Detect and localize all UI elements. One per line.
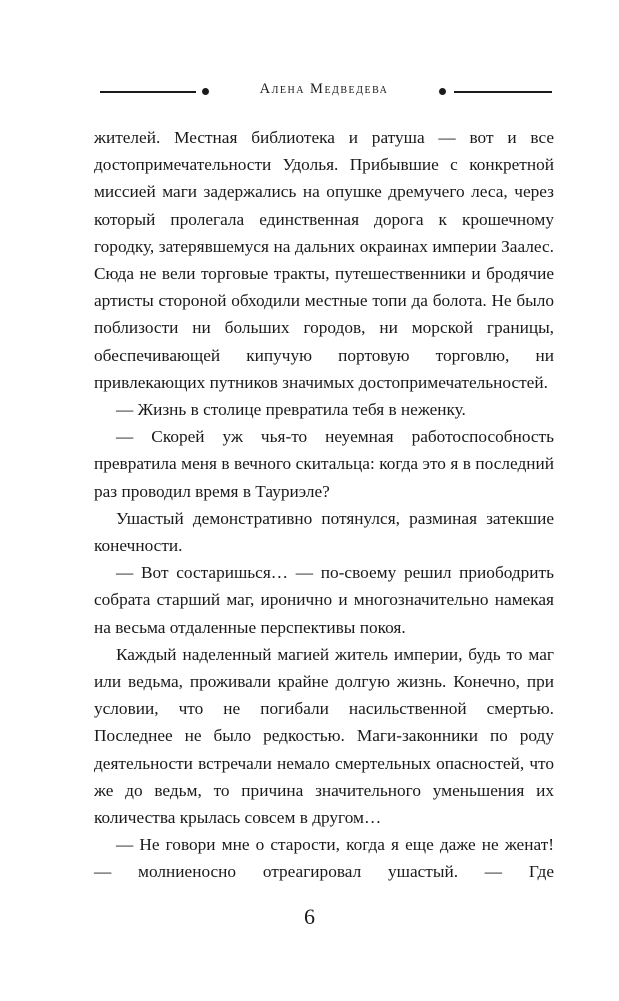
header-ornament-dot-left bbox=[202, 88, 209, 95]
page-number: 6 bbox=[304, 904, 315, 929]
running-head-author: Алена Медведева bbox=[259, 81, 389, 97]
header-rule-left bbox=[100, 91, 196, 93]
header-rule-right bbox=[454, 91, 552, 93]
paragraph: Каждый наделенный магией житель империи, будь то маг или ведьма, проживали крайне долгую жизнь. Конечно, при условии, что не погибали насильственной смертью. Последнее не было редкостью. Маги-законники по роду деятельности встречали немало смертельных опасностей, что же до ведьм, то причина значительного уменьшения их количества крылась совсем в другом… bbox=[94, 644, 554, 828]
paragraph: — Вот состаришься… — по-своему решил приободрить собрата старший маг, иронично и многозначительно намекая на весьма отдаленные перспективы покоя. bbox=[94, 563, 554, 637]
page-header bbox=[94, 78, 554, 106]
paragraph: Ушастый демонстративно потянулся, разминая затекшие конечности. bbox=[94, 508, 554, 556]
paragraph: — Не говори мне о старости, когда я еще даже не женат! — молниеносно отреагировал ушастый. — Где bbox=[94, 835, 554, 882]
body-text bbox=[94, 124, 554, 886]
paragraph: жителей. Местная библиотека и ратуша — вот и все достопримечательности Удолья. Прибывшие с конкретной миссией маги задержались на опушке дремучего леса, через который пролегала единственная дорога к крошечному городку, затерявшемуся на дальних окраинах империи Заалес. Сюда не вели торговые тракты, путешественники и бродячие артисты стороной обходили местные топи да болота. Не было поблизости ни больших городов, ни морской границы, обеспечивающей кипучую портовую торговлю, ни привлекающих путников значимых достопримечательностей. bbox=[94, 128, 554, 392]
header-ornament-dot-right bbox=[439, 88, 446, 95]
paragraph: — Жизнь в столице превратила тебя в неженку. bbox=[116, 400, 466, 420]
paragraph: — Скорей уж чья-то неуемная работоспособность превратила меня в вечного скитальца: когда это я в последний раз проводил время в Тауриэле? bbox=[94, 427, 554, 501]
